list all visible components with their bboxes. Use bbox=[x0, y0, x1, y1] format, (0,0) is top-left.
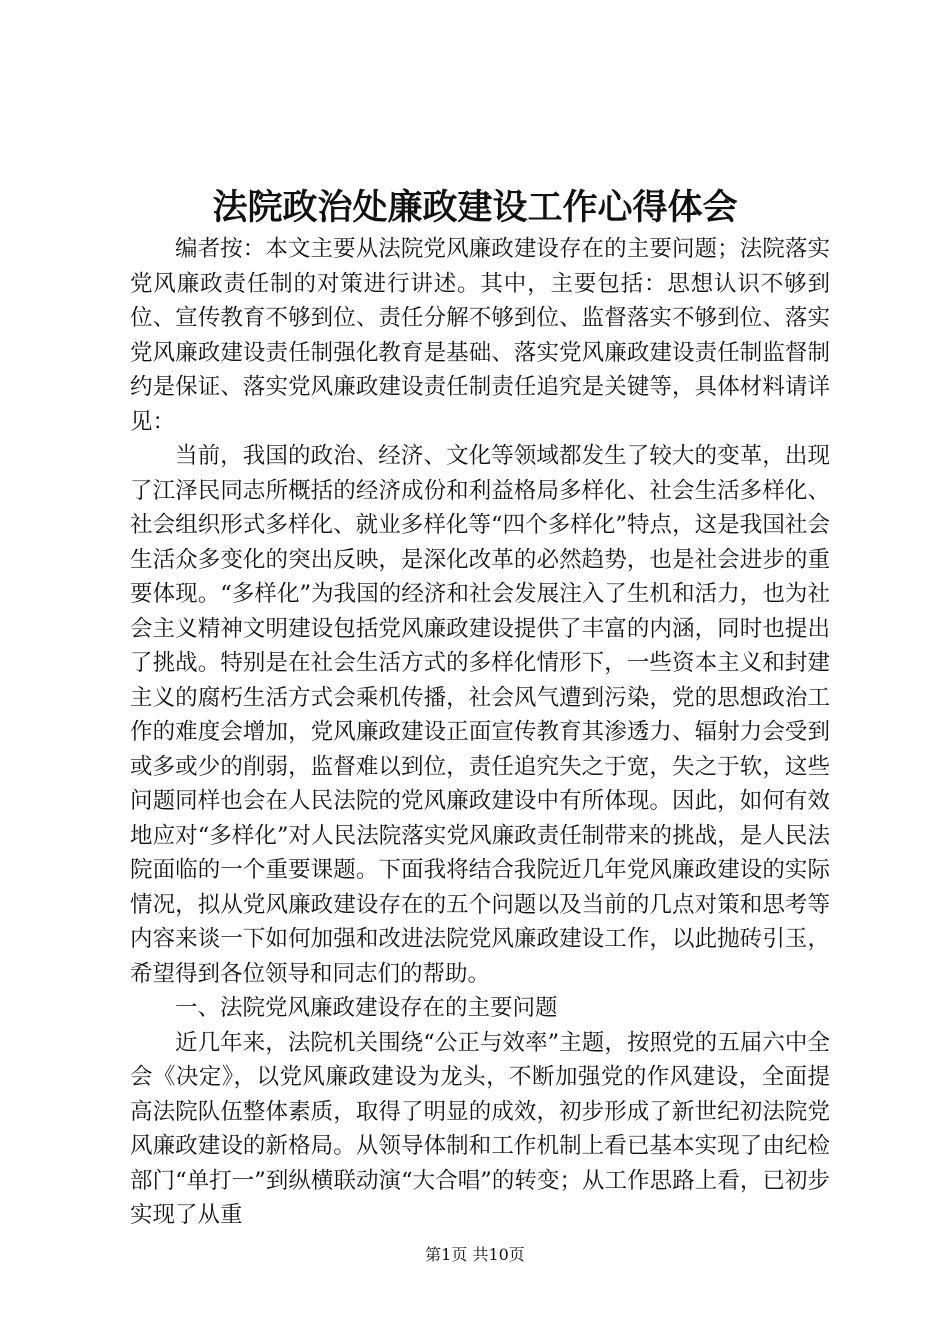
editor-note-paragraph: 编者按：本文主要从法院党风廉政建设存在的主要问题；法院落实党风廉政责任制的对策进行讲述。其中，主要包括：思想认识不够到位、宣传教育不够到位、责任分解不够到位、监督落实不够到位、落实党风廉政建设责任制强化教育是基础、落实党风廉政建设责任制监督制约是保证、落实党风廉政建设责任制责任追究是关键等，具体材料请详见： bbox=[130, 236, 830, 435]
body-paragraph: 当前，我国的政治、经济、文化等领域都发生了较大的变革，出现了江泽民同志所概括的经济成份和利益格局多样化、社会生活多样化、社会组织形式多样化、就业多样化等“四个多样化”特点，这是我国社会生活众多变化的突出反映，是深化改革的必然趋势，也是社会进步的重要体现。“多样化”为我国的经济和社会发展注入了生机和活力，也为社会主义精神文明建设包括党风廉政建设提供了丰富的内涵，同时也提出了挑战。特别是在社会生活方式的多样化情形下，一些资本主义和封建主义的腐朽生活方式会乘机传播，社会风气遭到污染，党的思想政治工作的难度会增加，党风廉政建设正面宣传教育其渗透力、辐射力会受到或多或少的削弱，监督难以到位，责任追究失之于宽，失之于软，这些问题同样也会在人民法院的党风廉政建设中有所体现。因此，如何有效地应对“多样化”对人民法院落实党风廉政责任制带来的挑战，是人民法院面临的一个重要课题。下面我将结合我院近几年党风廉政建设的实际情况，拟从党风廉政建设存在的五个问题以及当前的几点对策和思考等内容来谈一下如何加强和改进法院党风廉政建设工作，以此抛砖引玉，希望得到各位领导和同志们的帮助。 bbox=[130, 443, 830, 987]
page-number-footer: 第1页 共10页 bbox=[425, 1245, 525, 1264]
section-heading: 一、法院党风廉政建设存在的主要问题 bbox=[175, 995, 558, 1021]
document-title: 法院政治处廉政建设工作心得体会 bbox=[212, 187, 738, 228]
document-body bbox=[130, 232, 830, 1233]
body-paragraph: 近几年来，法院机关围绕“公正与效率”主题，按照党的五届六中全会《决定》，以党风廉政建设为龙头，不断加强党的作风建设，全面提高法院队伍整体素质，取得了明显的成效，初步形成了新世纪初法院党风廉政建设的新格局。从领导体制和工作机制上看已基本实现了由纪检部门“单打一”到纵横联动演“大合唱”的转变；从工作思路上看，已初步实现了从重 bbox=[130, 1029, 830, 1228]
